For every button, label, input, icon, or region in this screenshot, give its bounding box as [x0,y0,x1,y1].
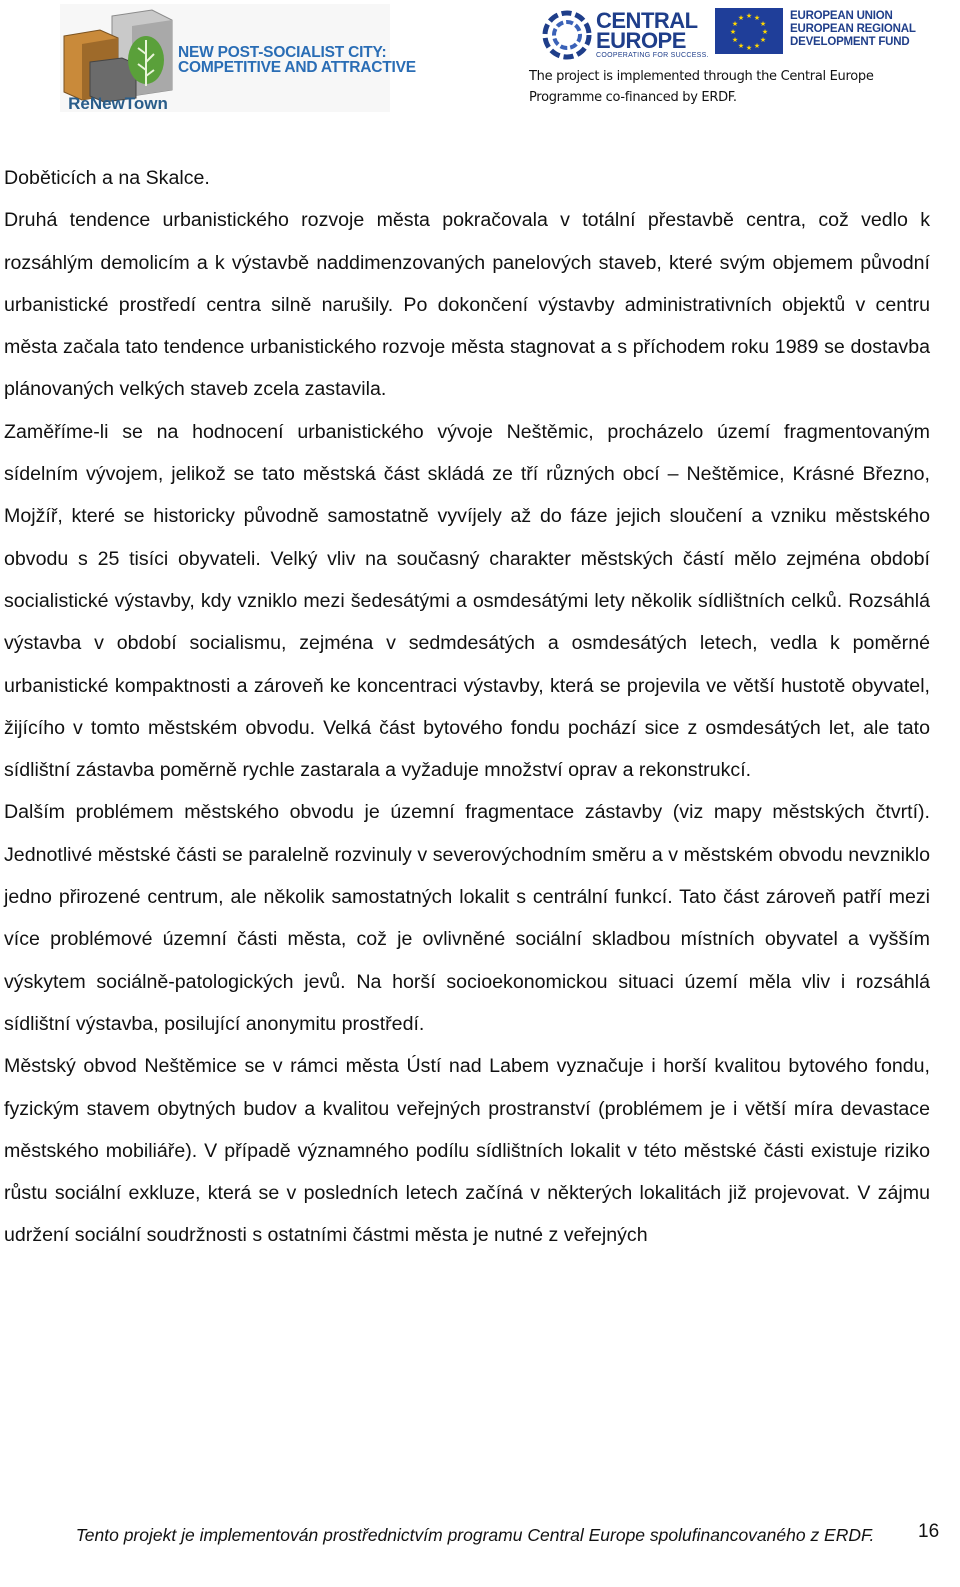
project-note-line2: Programme co-financed by ERDF. [529,90,737,105]
central-europe-line2: EUROPE [596,28,686,53]
paragraph: Dalším problémem městského obvodu je územní fragmentace zástavby (viz mapy městských čtvrtí). Jednotlivé městské části se paralelně rozvinuly v severovýchodním směru a v městském obvodu nevzniklo jedno přirozené centrum, ale několik samostatných lokalit s centrální funkcí. Tato část zároveň patří mezi více problémové územní části města, což je ovlivněné sociální skladbou místních obyvatel a vyšším výskytem sociálně-patologických jevů. Na horší socioekonomickou situaci území měla vliv i rozsáhlá sídlištní výstavba, posilující anonymitu prostředí. [4,801,930,1035]
renewtown-slogan-line1: NEW POST-SOCIALIST CITY: [178,44,387,61]
renewtown-name: ReNewTown [68,94,168,113]
paragraph: Zaměříme-li se na hodnocení urbanistického vývoje Neštěmic, procházelo území fragmentovaným sídelním vývojem, jelikož se tato městská část skládá ze tří různých obcí – Neštěmice, Krásné Březno, Mojžíř, které se historicky původně samostatně vyvíjely až do fáze jejich sloučení a vzniku městského obvodu s 25 tisíci obyvateli. Velký vliv na současný charakter městských částí mělo zejména období socialistické výstavby, kdy vzniklo mezi šedesátými a osmdesátými lety několik sídlištních celků. Rozsáhlá výstavba v období socialismu, zejména v sedmdesátých a osmdesátých letech, vedla k poměrné urbanistické kompaktnosti a zároveň ke koncentraci výstavby, která se projevila ve větší hustotě obyvatel, žijícího v tomto městském obvodu. Velká část bytového fondu pochází sice z osmdesátých let, ale tato sídlištní zástavba poměrně rychle zastarala a vyžaduje množství oprav a rekonstrukcí. [4,420,930,782]
svg-text:★: ★ [737,14,745,22]
paragraph: Druhá tendence urbanistického rozvoje města pokračovala v totální přestavbě centra, což vedlo k rozsáhlým demolicím a k výstavbě naddimenzovaných panelových staveb, které svým objemem původní urbanistické prostředí centra silně narušily. Po dokončení výstavby administrativních objektů v centru města začala tato tendence urbanistického rozvoje města stagnovat a s příchodem roku 1989 se dostavba plánovaných velkých staveb zcela zastavila. [4,209,930,401]
svg-text:★: ★ [731,36,739,44]
svg-text:★: ★ [759,20,767,28]
central-europe-tagline: COOPERATING FOR SUCCESS. [596,52,709,59]
footer-text: Tento projekt je implementován prostřednictvím programu Central Europe spolufinancovaného z ERDF. [75,1525,875,1545]
eu-flag-icon [715,8,783,54]
eu-line3: DEVELOPMENT FUND [790,36,910,48]
svg-text:★: ★ [737,42,745,50]
svg-text:★: ★ [753,14,761,22]
paragraph: Městský obvod Neštěmice se v rámci města Ústí nad Labem vyznačuje i horší kvalitou bytového fondu, fyzickým stavem obytných budov a kvalitou veřejných prostranství (problémem je i větší míra devastace městského mobiliáře). V případě významného podílu sídlištních lokalit v této městské části existuje riziko růstu sociální exkluze, která se v posledních letech začíná v některých lokalitách již projevovat. V zájmu udržení sociální soudržnosti s ostatními částmi města je nutné z veřejných [4,1055,930,1247]
renewtown-logo [60,4,416,113]
central-europe-line1: CENTRAL [596,8,698,33]
project-note [529,66,874,108]
svg-text:★: ★ [745,12,753,20]
svg-text:★: ★ [745,44,753,52]
svg-text:★: ★ [729,28,737,36]
document-body [4,157,930,1257]
central-europe-circle-icon [540,8,594,62]
page-number: 16 [918,1521,940,1542]
project-note-line1: The project is implemented through the Central Europe [529,69,874,84]
renewtown-slogan-line2: COMPETITIVE AND ATTRACTIVE [178,59,416,76]
svg-text:★: ★ [731,20,739,28]
svg-text:★: ★ [753,42,761,50]
central-europe-logo [540,6,710,64]
eu-fund-label [790,10,916,49]
paragraph: Doběticích a na Skalce. [4,167,210,189]
svg-text:★: ★ [761,28,769,36]
eu-line2: EUROPEAN REGIONAL [790,23,916,35]
svg-text:★: ★ [759,36,767,44]
eu-line1: EUROPEAN UNION [790,10,893,22]
page-header [0,0,960,125]
